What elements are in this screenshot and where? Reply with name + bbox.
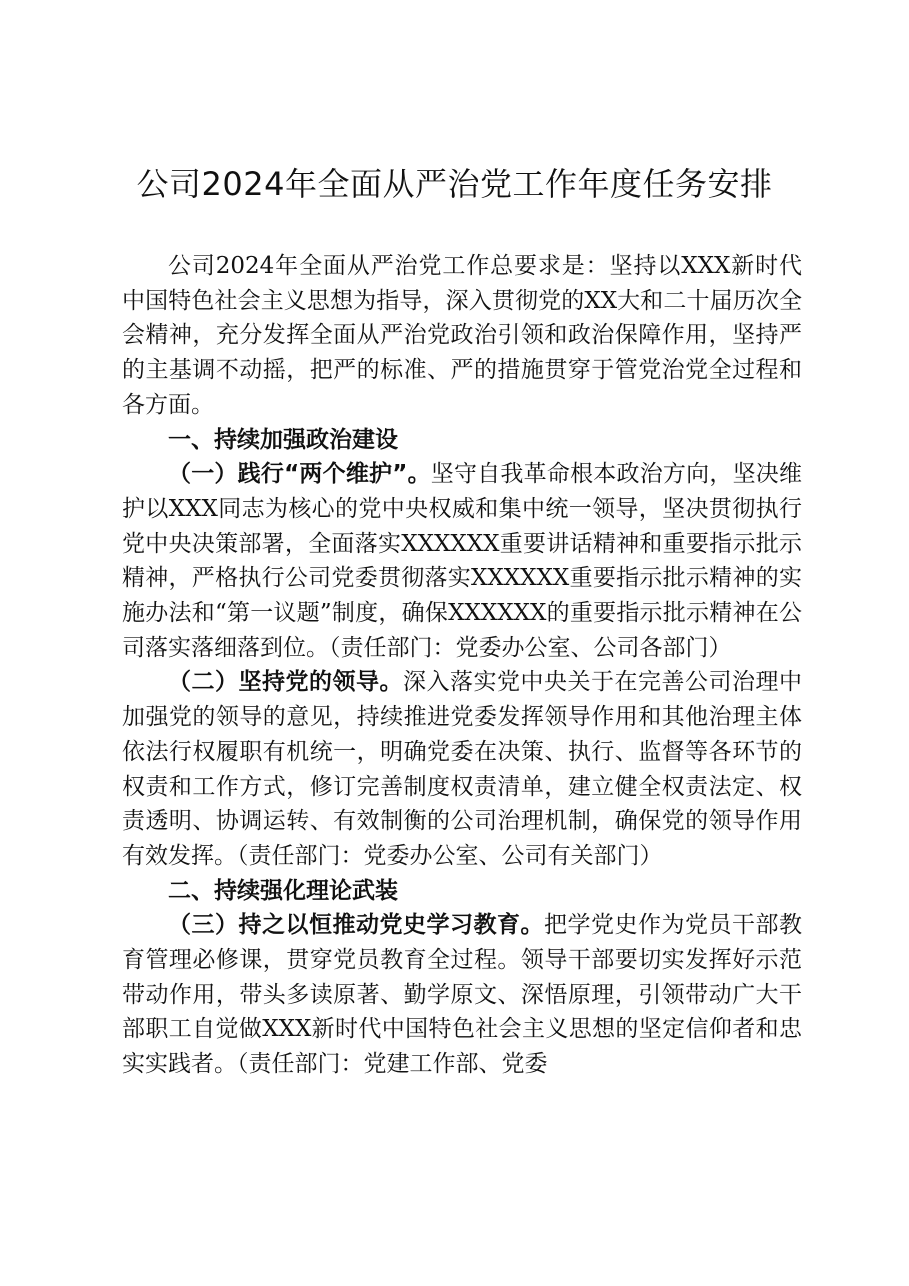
document-body bbox=[122, 249, 802, 1082]
section-2-heading: 二、持续强化理论武装 bbox=[168, 877, 398, 904]
item-3-lead: （三）持之以恒推动党史学习教育。 bbox=[168, 912, 544, 939]
item-3-text: 把学党史作为党员干部教育管理必修课，贯穿党员教育全过程。领导干部要切实发挥好示范带动作用，带头多读原著、勤学原文、深悟原理，引领带动广大干部职工自觉做XXX新时代中国特色社会主义思想的坚定信仰者和忠实实践者。（责任部门：党建工作部、党委 bbox=[122, 912, 802, 1078]
intro-paragraph: 公司2024年全面从严治党工作总要求是：坚持以XXX新时代中国特色社会主义思想为指导，深入贯彻党的XX大和二十届历次全会精神，充分发挥全面从严治党政治引领和政治保障作用，坚持严的主基调不动摇，把严的标准、严的措施贯穿于管党治党全过程和各方面。 bbox=[122, 253, 802, 418]
section-1-heading: 一、持续加强政治建设 bbox=[168, 426, 398, 453]
item-2-text: 深入落实党中央关于在完善公司治理中加强党的领导的意见，持续推进党委发挥领导作用和其他治理主体依法行权履职有机统一，明确党委在决策、执行、监督等各环节的权责和工作方式，修订完善制度权责清单，建立健全权责法定、权责透明、协调运转、有效制衡的公司治理机制，确保党的领导作用有效发挥。（责任部门：党委办公室、公司有关部门） bbox=[122, 669, 802, 869]
item-3-paragraph bbox=[122, 908, 802, 1082]
item-2-lead: （二）坚持党的领导。 bbox=[168, 669, 403, 696]
item-1-paragraph bbox=[122, 457, 802, 665]
document-title: 公司2024年全面从严治党工作年度任务安排 bbox=[136, 165, 773, 203]
item-1-text: 坚守自我革命根本政治方向，坚决维护以XXX同志为核心的党中央权威和集中统一领导，坚决贯彻执行党中央决策部署，全面落实XXXXXX重要讲话精神和重要指示批示精神，严格执行公司党委贯彻落实XXXXXX重要指示批示精神的实施办法和“第一议题”制度，确保XXXXXX的重要指示批示精神在公司落实落细落到位。（责任部门：党委办公室、公司各部门） bbox=[122, 461, 803, 661]
item-1-lead: （一）践行“两个维护”。 bbox=[168, 461, 431, 488]
item-2-paragraph bbox=[122, 665, 802, 873]
